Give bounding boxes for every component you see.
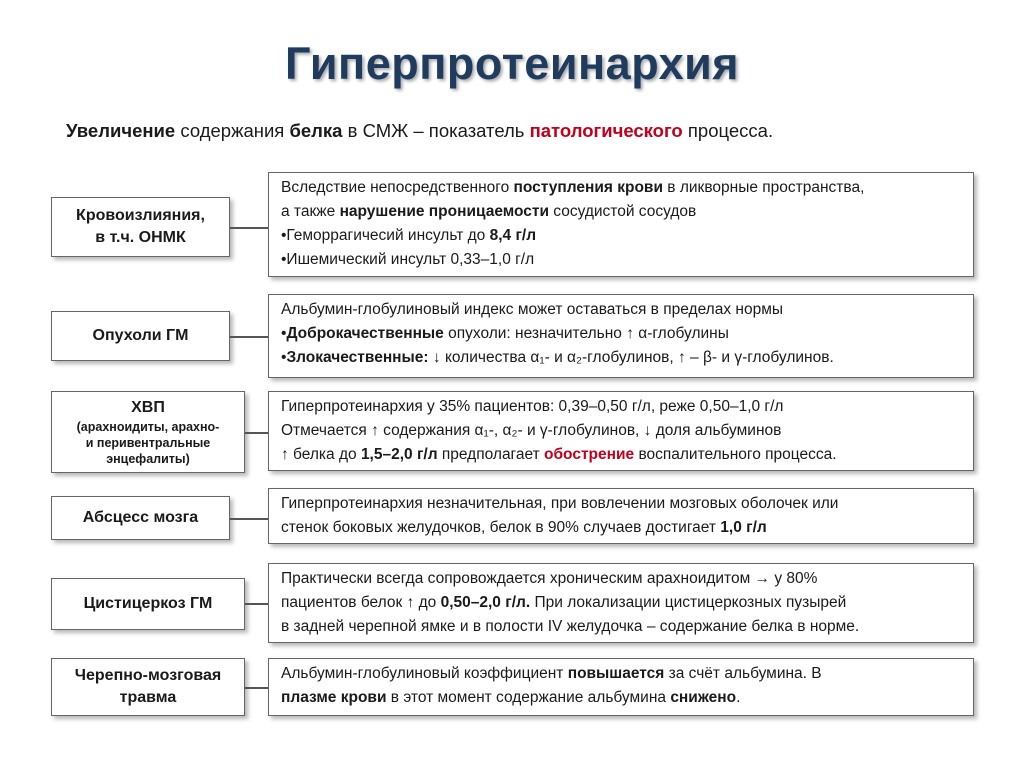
text-segment: • [281, 349, 287, 366]
connector-line [245, 687, 268, 689]
description-line [281, 662, 961, 686]
text-segment: а также [281, 203, 340, 220]
label-box-tumors [51, 311, 230, 361]
text-segment: Гиперпротеинархия у 35% пациентов: 0,39–0,50 г/л, реже 0,50–1,0 г/л [281, 398, 784, 415]
description-line [281, 298, 961, 322]
bold-text: нарушение проницаемости [339, 203, 549, 220]
bold-text: плазме крови [281, 689, 387, 706]
description-box-cysticercosis [268, 563, 974, 643]
connector-line [230, 336, 268, 338]
description-box-tbi [268, 658, 974, 716]
text-segment: При локализации цистицеркозных пузырей [530, 594, 847, 611]
description-line [281, 443, 961, 467]
label-box-hemorrhage [51, 197, 230, 257]
label-line: ХВП [131, 399, 165, 416]
connector-line [245, 603, 268, 605]
description-line [281, 492, 961, 516]
text-segment: за счёт альбумина. В [664, 665, 822, 682]
text-segment: Альбумин-глобулиновый коэффициент [281, 665, 568, 682]
label-box-abscess [51, 496, 230, 540]
description-line [281, 346, 961, 370]
text-segment: пациентов белок ↑ до [281, 594, 441, 611]
label-box-cvi [51, 391, 245, 473]
label-line: травма [119, 689, 177, 706]
label-box-cysticercosis [51, 578, 245, 630]
text-segment: в этот момент содержание альбумина [386, 689, 671, 706]
description-line [281, 567, 961, 591]
label-box-tbi [51, 658, 245, 716]
bold-text: 0,50–2,0 г/л. [440, 594, 531, 611]
text-segment: опухоли: незначительно ↑ α-глобулины [443, 325, 729, 342]
label-line: Абсцесс мозга [82, 509, 199, 526]
connector-line [230, 227, 268, 229]
text-segment: стенок боковых желудочков, белок в 90% случаев достигает [281, 519, 721, 536]
label-line: Кровоизлияния, [76, 207, 205, 224]
description-line [281, 591, 961, 615]
description-line [281, 176, 961, 200]
text-segment: предполагает [437, 446, 545, 463]
text-segment: ↓ количества α₁- и α₂-глобулинов, ↑ – β- и γ-глобулинов. [428, 349, 834, 366]
slide-title: Гиперпротеинархия [284, 38, 740, 89]
text-segment: Практически всегда сопровождается хроническим арахноидитом → у 80% [281, 570, 818, 587]
description-box-abscess [268, 488, 974, 544]
text-segment: в ликворные пространства, [663, 179, 865, 196]
bold-text: 1,5–2,0 г/л [360, 446, 438, 463]
bold-text: Доброкачественные [286, 325, 444, 342]
label-line: Черепно-мозговая [74, 667, 222, 684]
label-subline: (арахноидиты, арахно- [76, 420, 220, 434]
bold-text: Злокачественные: [286, 349, 429, 366]
description-line [281, 419, 961, 443]
text-segment: Гиперпротеинархия незначительная, при вовлечении мозговых оболочек или [281, 495, 839, 512]
label-line: в т.ч. ОНМК [95, 229, 186, 246]
bold-text: поступления крови [513, 179, 663, 196]
bold-text: 1,0 г/л [720, 519, 767, 536]
text-segment: •Ишемический инсульт 0,33–1,0 г/л [281, 251, 535, 268]
slide-subtitle: Увеличение содержания белка в СМЖ – показатель патологического процесса. [66, 120, 774, 141]
label-line: Цистицеркоз ГМ [83, 595, 213, 612]
bold-text: снижено [670, 689, 737, 706]
bold-text: 8,4 г/л [489, 227, 537, 244]
text-segment: Альбумин-глобулиновый индекс может оставаться в пределах нормы [281, 301, 783, 318]
description-line [281, 248, 961, 272]
connector-line [245, 432, 268, 434]
text-segment: сосудистой сосудов [549, 203, 697, 220]
label-subline: и перивентральные [85, 436, 211, 450]
label-line: Опухоли ГМ [92, 327, 189, 344]
description-box-cvi [268, 391, 974, 471]
text-segment: воспалительного процесса. [634, 446, 837, 463]
description-line [281, 322, 961, 346]
text-segment: • [281, 325, 287, 342]
description-line [281, 395, 961, 419]
connector-line [230, 518, 268, 520]
description-line [281, 224, 961, 248]
description-box-tumors [268, 294, 974, 378]
highlight-text: обострение [544, 446, 635, 463]
text-segment: •Геморрагичесий инсульт до [281, 227, 490, 244]
description-line [281, 686, 961, 710]
bold-text: повышается [567, 665, 665, 682]
text-segment: в задней черепной ямке и в полости IV желудочка – содержание белка в норме. [281, 618, 860, 635]
description-line [281, 615, 961, 639]
text-segment: Отмечается ↑ содержания α₁-, α₂- и γ-глобулинов, ↓ доля альбуминов [281, 422, 782, 439]
label-subline: энцефалиты) [106, 452, 190, 466]
description-line [281, 516, 961, 540]
text-segment: ↑ белка до [281, 446, 361, 463]
text-segment: . [736, 689, 741, 706]
description-box-hemorrhage [268, 172, 974, 277]
text-segment: Вследствие непосредственного [281, 179, 514, 196]
description-line [281, 200, 961, 224]
